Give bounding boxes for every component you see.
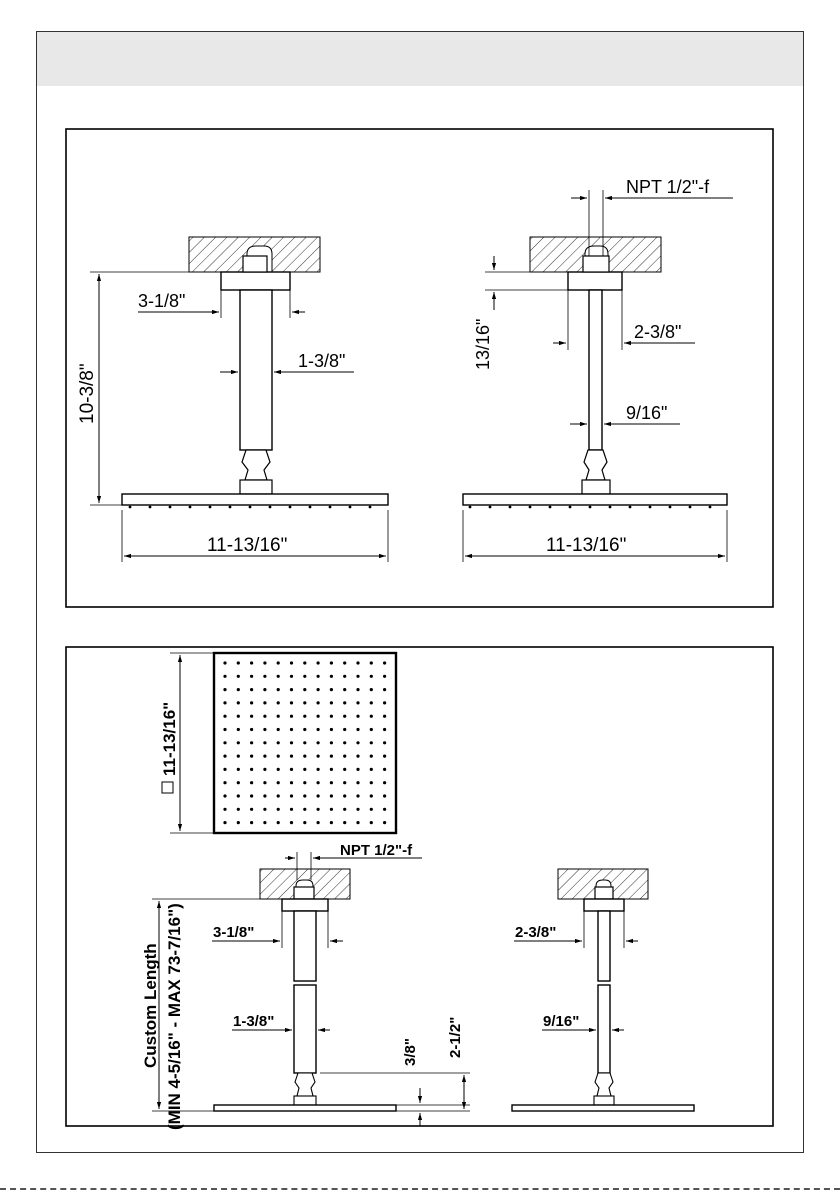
nozzle-dot	[370, 675, 373, 678]
head-total-label: 2-1/2"	[447, 1016, 464, 1058]
top-right-thread-label: NPT 1/2"-f	[626, 177, 710, 197]
nozzle-dot	[330, 808, 333, 811]
nozzle-dot	[263, 715, 266, 718]
nozzle-dot	[290, 755, 293, 758]
nozzle-dot	[356, 661, 359, 664]
nozzle-dot	[370, 755, 373, 758]
nozzle-dot	[317, 715, 320, 718]
top-left-height-label: 10-3/8"	[77, 363, 98, 424]
nozzle-dot	[237, 781, 240, 784]
nozzle-dot	[277, 688, 280, 691]
nozzle-dot	[223, 821, 226, 824]
nozzle-dot	[343, 715, 346, 718]
nozzle-dot	[317, 794, 320, 797]
nozzle-dot	[303, 768, 306, 771]
nozzle-dot	[237, 768, 240, 771]
nozzle-dot	[223, 701, 226, 704]
nozzle-dot	[250, 728, 253, 731]
nozzle-dot	[237, 701, 240, 704]
nozzle-dot	[356, 715, 359, 718]
nozzle-dot	[223, 661, 226, 664]
nozzle-dot	[370, 794, 373, 797]
nozzle-dot	[237, 821, 240, 824]
nozzle-dot	[356, 755, 359, 758]
nozzle-dot	[223, 808, 226, 811]
nozzle-dot	[277, 715, 280, 718]
nozzle-dot	[343, 701, 346, 704]
bottom-left-arm-tube-label: 1-3/8"	[233, 1013, 275, 1030]
bottom-left-arm-width-label: 3-1/8"	[213, 924, 255, 941]
nozzle-dot	[277, 755, 280, 758]
nozzle-dot	[356, 701, 359, 704]
nozzle-dot	[277, 808, 280, 811]
nozzle-dot	[263, 688, 266, 691]
nozzle-dot	[237, 755, 240, 758]
nozzle-dot	[343, 794, 346, 797]
nozzle-dot	[277, 768, 280, 771]
nozzle-dot	[330, 701, 333, 704]
nozzle-dot	[303, 821, 306, 824]
nozzle-dot	[356, 675, 359, 678]
nozzle-dot	[223, 728, 226, 731]
nozzle-dot	[263, 781, 266, 784]
nozzle-dot	[330, 781, 333, 784]
nozzle-dot	[330, 688, 333, 691]
nozzle-dot	[330, 728, 333, 731]
nozzle-dot	[250, 675, 253, 678]
bottom-right-flange-width-label: 2-3/8"	[515, 924, 557, 941]
nozzle-dot	[290, 675, 293, 678]
nozzle-dot	[303, 808, 306, 811]
nozzle-dot	[303, 741, 306, 744]
nozzle-dot	[330, 661, 333, 664]
nozzle-dot	[263, 821, 266, 824]
nozzle-dot	[343, 808, 346, 811]
custom-length-label: Custom Length	[141, 943, 160, 1068]
top-right-tube-label: 9/16"	[626, 403, 668, 423]
nozzle-dot	[383, 755, 386, 758]
nozzle-dot	[263, 794, 266, 797]
nozzle-dot	[263, 701, 266, 704]
top-right-flange-width-label: 2-3/8"	[634, 322, 682, 342]
nozzle-dot	[263, 728, 266, 731]
nozzle-dot	[250, 661, 253, 664]
nozzle-dot	[277, 701, 280, 704]
nozzle-dot	[383, 808, 386, 811]
nozzle-dot	[223, 715, 226, 718]
nozzle-dot	[370, 715, 373, 718]
nozzle-dot	[383, 715, 386, 718]
nozzle-dot	[330, 821, 333, 824]
nozzle-dot	[277, 661, 280, 664]
nozzle-dot	[356, 808, 359, 811]
nozzle-dot	[330, 675, 333, 678]
footer-dash-line	[0, 1188, 840, 1190]
nozzle-dot	[303, 794, 306, 797]
nozzle-dot	[277, 675, 280, 678]
nozzle-dot	[250, 755, 253, 758]
nozzle-dot	[263, 768, 266, 771]
top-left-head-width-label: 11-13/16"	[207, 535, 288, 556]
top-left-view	[90, 237, 388, 562]
nozzle-dot	[383, 794, 386, 797]
nozzle-dot	[330, 715, 333, 718]
nozzle-dot	[330, 755, 333, 758]
nozzle-dot	[277, 741, 280, 744]
nozzle-dot	[356, 821, 359, 824]
nozzle-dot	[290, 781, 293, 784]
nozzle-dot	[317, 688, 320, 691]
nozzle-dot	[250, 821, 253, 824]
nozzle-dot	[370, 741, 373, 744]
nozzle-dot	[277, 821, 280, 824]
nozzle-dot	[383, 821, 386, 824]
nozzle-dot	[383, 768, 386, 771]
nozzle-dot	[223, 755, 226, 758]
nozzle-dot	[290, 768, 293, 771]
top-right-head-width-label: 11-13/16"	[546, 535, 627, 556]
nozzle-dot	[343, 741, 346, 744]
bottom-left-view	[152, 852, 470, 1126]
nozzle-dot	[330, 741, 333, 744]
nozzle-dot	[370, 821, 373, 824]
bottom-left-thread-label: NPT 1/2"-f	[340, 842, 413, 859]
nozzle-dot	[250, 701, 253, 704]
nozzle-dot	[343, 768, 346, 771]
nozzle-dot	[303, 781, 306, 784]
nozzle-dot	[290, 821, 293, 824]
nozzle-dot	[330, 794, 333, 797]
nozzle-dot	[317, 755, 320, 758]
nozzle-dot	[290, 794, 293, 797]
nozzle-dot	[263, 661, 266, 664]
nozzle-dot	[317, 821, 320, 824]
top-panel	[66, 129, 773, 607]
nozzle-dot	[370, 768, 373, 771]
nozzle-dot	[303, 661, 306, 664]
nozzle-dot	[277, 728, 280, 731]
nozzle-dot	[237, 808, 240, 811]
nozzle-dot	[250, 768, 253, 771]
nozzle-dot	[223, 675, 226, 678]
nozzle-dot	[250, 808, 253, 811]
nozzle-dot	[290, 741, 293, 744]
nozzle-dot	[303, 728, 306, 731]
nozzle-dot	[277, 781, 280, 784]
nozzle-dot	[343, 781, 346, 784]
nozzle-dot	[317, 728, 320, 731]
nozzle-dot	[317, 741, 320, 744]
nozzle-dot	[290, 661, 293, 664]
nozzle-dot	[223, 688, 226, 691]
nozzle-dot	[383, 701, 386, 704]
nozzle-dot	[370, 701, 373, 704]
nozzle-dot	[370, 661, 373, 664]
nozzle-dot	[290, 701, 293, 704]
bottom-right-view	[512, 869, 694, 1111]
top-right-view	[463, 190, 733, 562]
top-right-flange-height-label: 13/16"	[473, 318, 493, 370]
nozzle-dot	[317, 701, 320, 704]
nozzle-dot	[317, 661, 320, 664]
nozzle-dot	[250, 715, 253, 718]
nozzle-dot	[343, 675, 346, 678]
nozzle-dot	[383, 675, 386, 678]
nozzle-dot	[237, 728, 240, 731]
nozzle-dot	[263, 741, 266, 744]
head-thickness-label: 3/8"	[402, 1038, 419, 1066]
nozzle-dot	[250, 794, 253, 797]
nozzle-dot	[317, 768, 320, 771]
nozzle-dot	[370, 781, 373, 784]
bottom-right-tube-label: 9/16"	[543, 1013, 580, 1030]
nozzle-dot	[370, 808, 373, 811]
nozzle-dot	[356, 768, 359, 771]
nozzle-dot	[356, 781, 359, 784]
nozzle-dot	[343, 661, 346, 664]
nozzle-dot	[250, 688, 253, 691]
nozzle-dot	[370, 688, 373, 691]
nozzle-dot	[303, 755, 306, 758]
nozzle-dot	[250, 781, 253, 784]
nozzle-dot	[250, 741, 253, 744]
nozzle-dot	[383, 661, 386, 664]
nozzle-dot	[223, 794, 226, 797]
nozzle-dot	[370, 728, 373, 731]
nozzle-dot	[303, 701, 306, 704]
nozzle-dot	[223, 781, 226, 784]
nozzle-dot	[237, 661, 240, 664]
nozzle-dot	[303, 675, 306, 678]
nozzle-dot	[383, 688, 386, 691]
nozzle-dot	[290, 728, 293, 731]
nozzle-dot	[277, 794, 280, 797]
nozzle-dot	[303, 715, 306, 718]
nozzle-dot	[356, 741, 359, 744]
top-left-arm-tube-label: 1-3/8"	[298, 351, 346, 371]
nozzle-dot	[290, 808, 293, 811]
nozzle-dot	[237, 715, 240, 718]
nozzle-dot	[383, 781, 386, 784]
nozzle-dot	[317, 808, 320, 811]
nozzle-dot	[343, 728, 346, 731]
nozzle-dot	[263, 675, 266, 678]
nozzle-dot	[223, 768, 226, 771]
nozzle-dot	[237, 675, 240, 678]
nozzle-dot	[263, 755, 266, 758]
nozzle-dot	[223, 741, 226, 744]
nozzle-dot	[330, 768, 333, 771]
nozzle-dot	[317, 781, 320, 784]
nozzle-dot	[237, 794, 240, 797]
nozzle-dot	[263, 808, 266, 811]
nozzle-dot	[356, 794, 359, 797]
nozzle-dot	[343, 755, 346, 758]
plan-view	[162, 653, 396, 833]
nozzle-dot	[237, 741, 240, 744]
nozzle-dot	[383, 728, 386, 731]
top-left-arm-width-label: 3-1/8"	[138, 291, 186, 311]
custom-length-range-label: (MIN 4-5/16" - MAX 73-7/16")	[165, 903, 184, 1130]
plan-square-size-label: 11-13/16"	[160, 701, 179, 776]
nozzle-dot	[290, 715, 293, 718]
nozzle-dot	[343, 821, 346, 824]
nozzle-dot	[356, 728, 359, 731]
nozzle-dot	[343, 688, 346, 691]
nozzle-dot	[383, 741, 386, 744]
nozzle-dot	[303, 688, 306, 691]
nozzle-dot	[317, 675, 320, 678]
nozzle-dot	[290, 688, 293, 691]
nozzle-dot	[356, 688, 359, 691]
nozzle-dot	[237, 688, 240, 691]
